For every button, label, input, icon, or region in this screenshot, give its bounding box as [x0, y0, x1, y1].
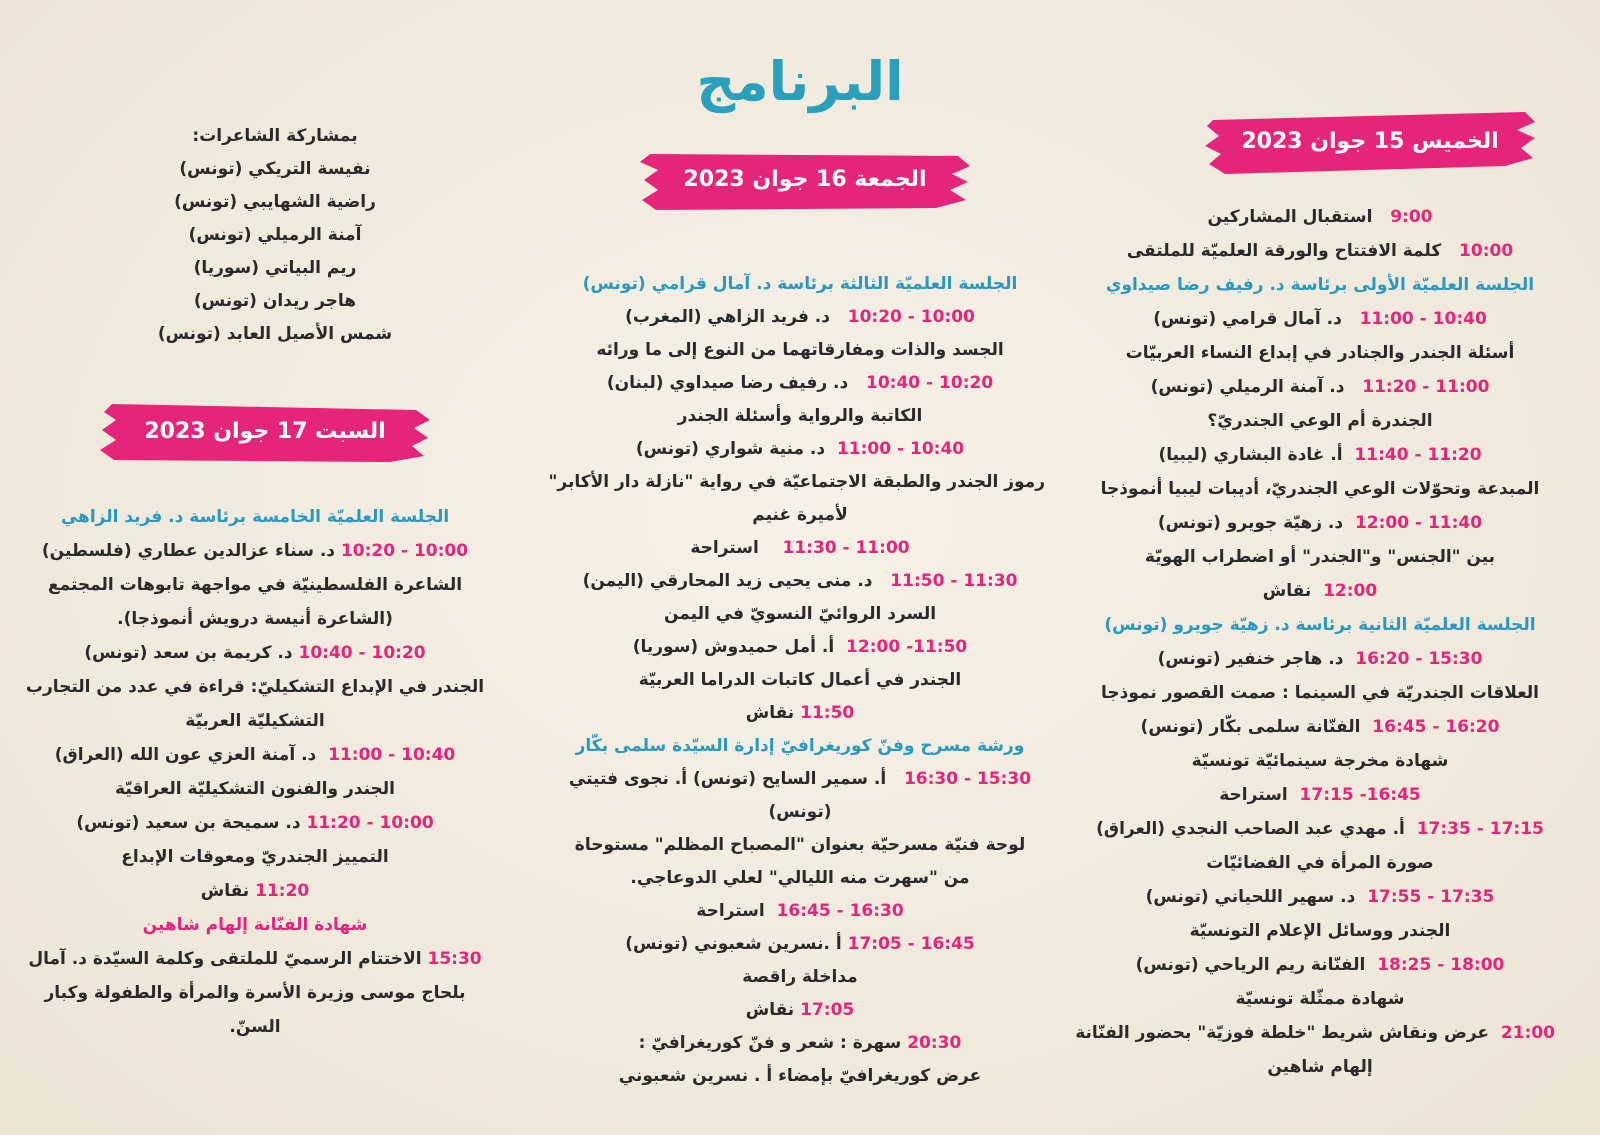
item-text: نقاش [1262, 581, 1312, 601]
talk-title: بين "الجنس" و"الجندر" أو اضطراب الهويّة [1144, 547, 1496, 567]
talk-title: لأميرة غنيم [752, 505, 848, 525]
time-slot: 17:35 - 17:55 [1367, 887, 1495, 907]
item-text: نقاش [745, 1000, 795, 1020]
time-slot: 18:00 - 18:25 [1377, 955, 1505, 975]
schedule-line [1085, 642, 1555, 676]
schedule-line [1085, 880, 1555, 914]
poet-name: راضية الشهايبي (تونس) [174, 192, 376, 212]
testimony-heading: شهادة الفنّانة إلهام شاهين [142, 915, 368, 935]
item-text: د. منية شواري (تونس) [635, 439, 826, 459]
schedule-line [1085, 948, 1555, 982]
talk-title: بلحاج موسى وزيرة الأسرة والمرأة والطفولة وكبار [44, 983, 466, 1003]
talk-title: إلهام شاهين [1267, 1057, 1373, 1077]
talk-title: صورة المرأة في الفضائيّات [1206, 853, 1434, 873]
schedule-line [20, 942, 490, 976]
talk-title: شهادة ممثّلة تونسيّة [1235, 989, 1405, 1009]
talk-title: الكاتبة والرواية وأسئلة الجندر [677, 406, 923, 426]
item-text: استراحة [696, 901, 765, 921]
poet-name: هاجر ريدان (تونس) [193, 291, 357, 311]
session-heading: الجلسة العلميّة الأولى برئاسة د. رفيف رضا صيداوي [1105, 275, 1535, 295]
item-text: أ .نسرين شعبوني (تونس) [625, 934, 842, 954]
schedule-line [20, 874, 490, 908]
item-text: الفنّانة سلمى بكّار (تونس) [1140, 717, 1361, 737]
schedule-line [1085, 438, 1555, 472]
talk-title: من "سهرت منه الليالي" لعلي الدوعاجي. [630, 868, 970, 888]
time-slot: 10:40 - 11:00 [328, 745, 456, 765]
day3-date-banner [100, 398, 430, 466]
schedule-line [1085, 200, 1555, 234]
schedule-line [1085, 710, 1555, 744]
item-text: د. منى يحيى زيد المحارقي (اليمن) [582, 571, 873, 591]
item-text: أ. أمل حميدوش (سوريا) [632, 637, 835, 657]
talk-title: الجندر في أعمال كاتبات الدراما العربيّة [638, 670, 962, 690]
time-slot: 17:15 - 17:35 [1416, 819, 1544, 839]
time-slot: 10:00 - 10:20 [847, 307, 975, 327]
item-text: د. فريد الزاهي (المغرب) [625, 307, 830, 327]
schedule-line [555, 1027, 1045, 1060]
poets-heading: بمشاركة الشاعرات: [192, 126, 358, 146]
item-text: أ. مهدي عبد الصاحب النجدي (العراق) [1096, 819, 1405, 839]
poet-name: شمس الأصيل العابد (تونس) [157, 324, 393, 344]
talk-title: التمييز الجندريّ ومعوقات الإبداع [121, 847, 389, 867]
poets-list [140, 120, 410, 351]
talk-title: أسئلة الجندر والجنادر في إبداع النساء العربيّات [1125, 343, 1515, 363]
item-text: د. رفيف رضا صيداوي (لبنان) [606, 373, 849, 393]
item-text: استقبال المشاركين [1207, 207, 1373, 227]
talk-title: مداخلة راقصة [742, 967, 858, 987]
schedule-line [1085, 506, 1555, 540]
talk-title: الجندر ووسائل الإعلام التونسيّة [1189, 921, 1451, 941]
item-text: د. آمنة العزي عون الله (العراق) [54, 745, 317, 765]
talk-title: الجسد والذات ومفارقاتهما من النوع إلى ما ورائه [596, 340, 1004, 360]
item-text: د. زهيّة جويرو (تونس) [1157, 513, 1344, 533]
day2-date: الجمعة 16 جوان 2023 [683, 167, 927, 192]
talk-title: عرض كوريغرافيّ بإمضاء أ . نسرين شعبوني [618, 1066, 982, 1086]
time-slot: 11:00 - 11:30 [782, 538, 910, 558]
schedule-line [555, 928, 1045, 961]
schedule-line [555, 532, 1045, 565]
session-heading: الجلسة العلميّة الخامسة برئاسة د. فريد الزاهي [60, 507, 450, 527]
time-slot: 16:45- 17:15 [1299, 785, 1421, 805]
item-text: أ. سمير السايح (تونس) أ. نجوى فتيتي [568, 769, 887, 789]
schedule-line [555, 433, 1045, 466]
item-text: كلمة الافتتاح والورقة العلميّة للملتقى [1126, 241, 1442, 261]
time-slot: 20:30 [907, 1033, 962, 1053]
item-text: د. آمنة الرميلي (تونس) [1150, 377, 1345, 397]
time-slot: 10:00 - 10:20 [340, 541, 469, 561]
day1-schedule [1075, 200, 1555, 1084]
item-text: د. كريمة بن سعد (تونس) [84, 643, 293, 663]
time-slot: 11:30 - 11:50 [890, 571, 1018, 591]
schedule-line [1085, 302, 1555, 336]
talk-title: السرد الروائيّ النسويّ في اليمن [663, 604, 937, 624]
day2-date-banner [640, 146, 970, 214]
schedule-line [20, 738, 490, 772]
talk-title: السنّ. [229, 1017, 281, 1037]
schedule-line [555, 994, 1045, 1027]
time-slot: 21:00 [1500, 1023, 1555, 1043]
time-slot: 10:00 [1459, 241, 1514, 261]
item-text: نقاش [745, 703, 795, 723]
item-text: أ. غادة البشاري (ليبيا) [1158, 445, 1343, 465]
talk-title: المبدعة وتحوّلات الوعي الجندريّ، أديبات ليبيا أنموذجا [1100, 479, 1540, 499]
time-slot: 10:40 - 11:00 [1359, 309, 1487, 329]
schedule-line [1085, 370, 1555, 404]
time-slot: 11:50 [800, 703, 855, 723]
time-slot: 16:30 - 16:45 [776, 901, 904, 921]
poet-name: آمنة الرميلي (تونس) [188, 225, 362, 245]
schedule-line [555, 697, 1045, 730]
day2-schedule [548, 268, 1045, 1093]
poet-name: ريم البياتي (سوريا) [193, 258, 357, 278]
item-text: د. هاجر خنفير (تونس) [1157, 649, 1344, 669]
time-slot: 10:00 - 11:20 [306, 813, 434, 833]
schedule-line [20, 636, 490, 670]
schedule-line [1085, 234, 1555, 268]
time-slot: 10:20 - 10:40 [866, 373, 994, 393]
talk-title: شهادة مخرجة سينمائيّة تونسيّة [1191, 751, 1449, 771]
item-text: نقاش [200, 881, 250, 901]
schedule-line [1075, 1016, 1555, 1050]
item-text: الفنّانة ريم الرياحي (تونس) [1135, 955, 1366, 975]
time-slot: 10:20 - 10:40 [298, 643, 426, 663]
talk-title: التشكيليّة العربيّة [185, 711, 325, 731]
session-heading: الجلسة العلميّة الثانية برئاسة د. زهيّة جويرو (تونس) [1104, 615, 1536, 635]
time-slot: 9:00 [1390, 207, 1433, 227]
session-heading: ورشة مسرح وفنّ كوريغرافيّ إدارة السيّدة سلمى بكّار [575, 736, 1025, 756]
item-text: استراحة [690, 538, 759, 558]
talk-title: العلاقات الجندريّة في السينما : صمت القصور نموذجا [1101, 683, 1539, 703]
day1-date: الخميس 15 جوان 2023 [1241, 129, 1499, 154]
schedule-line [555, 301, 1045, 334]
item-text: الاختتام الرسميّ للملتقى وكلمة السيّدة د. آمال [28, 949, 422, 969]
time-slot: 15:30 - 16:20 [1355, 649, 1483, 669]
talk-title: الشاعرة الفلسطينيّة في مواجهة تابوهات المجتمع [47, 575, 463, 595]
schedule-line [555, 631, 1045, 664]
talk-title: (تونس) [768, 802, 832, 822]
session-heading: الجلسة العلميّة الثالثة برئاسة د. آمال قرامي (تونس) [582, 274, 1018, 294]
time-slot: 17:05 [800, 1000, 855, 1020]
poet-name: نفيسة التريكي (تونس) [179, 159, 371, 179]
time-slot: 11:00 - 11:20 [1362, 377, 1490, 397]
day3-date: السبت 17 جوان 2023 [144, 419, 386, 444]
time-slot: 11:40 - 12:00 [1354, 513, 1483, 533]
talk-title: الجندر والفنون التشكيليّة العراقيّة [115, 779, 395, 799]
time-slot: 16:20 - 16:45 [1372, 717, 1500, 737]
talk-title: الجندر في الإبداع التشكيليّ: قراءة في عدد من التجارب [25, 677, 485, 697]
item-text: د. آمال قرامي (تونس) [1153, 309, 1342, 329]
day3-schedule [20, 500, 490, 1044]
schedule-line [555, 565, 1045, 598]
schedule-line [1085, 812, 1555, 846]
time-slot: 11:50- 12:00 [846, 637, 968, 657]
schedule-line [555, 763, 1045, 796]
time-slot: 15:30 - 16:30 [903, 769, 1032, 789]
time-slot: 15:30 [427, 949, 482, 969]
talk-title: الجندرة أم الوعي الجندريّ؟ [1207, 411, 1433, 431]
schedule-line [1085, 778, 1555, 812]
time-slot: 11:20 - 11:40 [1354, 445, 1482, 465]
item-text: استراحة [1219, 785, 1288, 805]
day1-date-banner [1205, 108, 1535, 176]
schedule-line [20, 806, 490, 840]
talk-title: (الشاعرة أنيسة درويش أنموذجا). [117, 609, 393, 629]
item-text: عرض ونقاش شريط "خلطة فوزيّة" بحضور الفنّانة [1075, 1023, 1490, 1043]
time-slot: 10:40 - 11:00 [836, 439, 965, 459]
time-slot: 12:00 [1323, 581, 1378, 601]
time-slot: 11:20 [255, 881, 310, 901]
schedule-line [20, 534, 490, 568]
item-text: د. سهير اللحياني (تونس) [1145, 887, 1356, 907]
schedule-line [1085, 574, 1555, 608]
item-text: سهرة : شعر و فنّ كوريغرافيّ : [638, 1033, 902, 1053]
schedule-line [555, 367, 1045, 400]
item-text: د. سناء عزالدين عطاري (فلسطين) [41, 541, 336, 561]
time-slot: 16:45 - 17:05 [847, 934, 975, 954]
talk-title: لوحة فنيّة مسرحيّة بعنوان "المصباح المظلم" مستوحاة [574, 835, 1026, 855]
schedule-line [555, 895, 1045, 928]
talk-title: رموز الجندر والطبقة الاجتماعيّة في رواية "نازلة دار الأكابر" [548, 472, 1045, 492]
item-text: د. سميحة بن سعيد (تونس) [76, 813, 301, 833]
page-title: البرنامج [696, 50, 904, 113]
